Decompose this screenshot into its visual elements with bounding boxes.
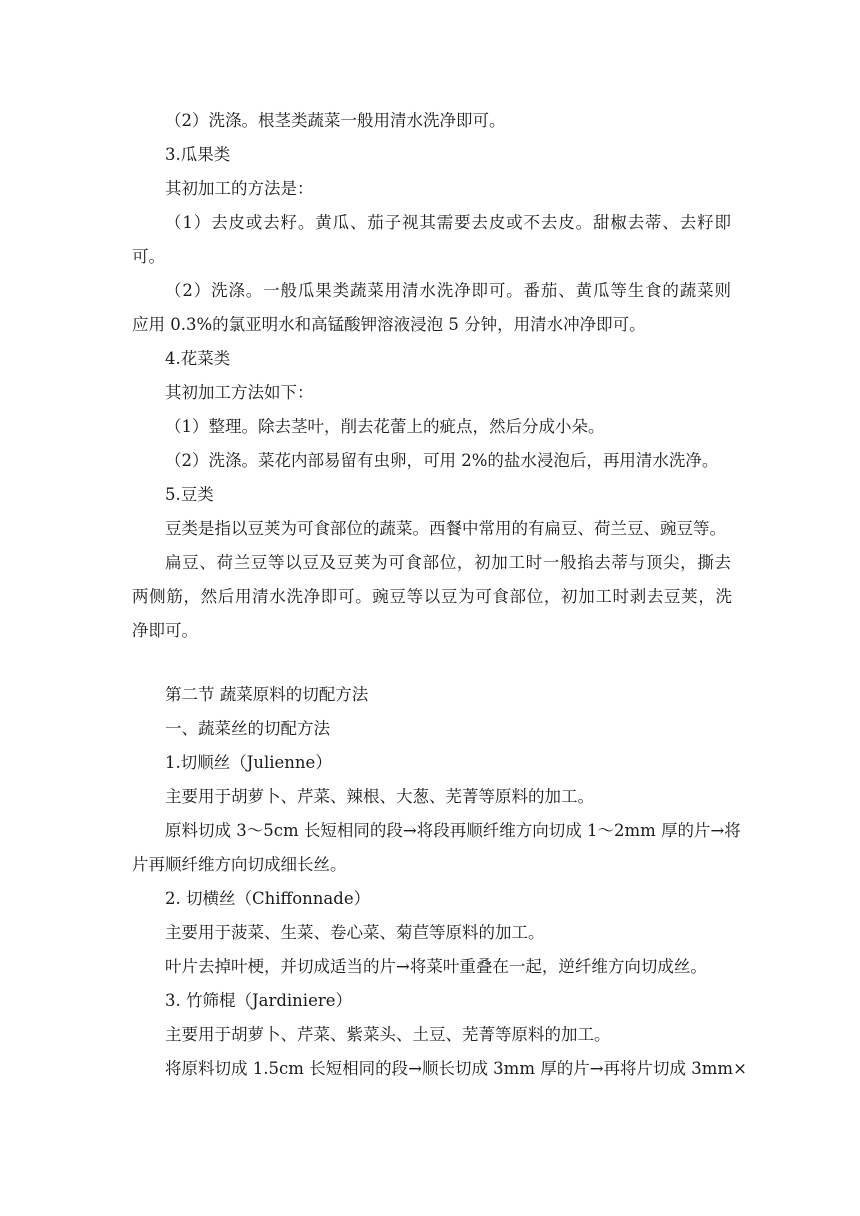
paragraph-line: （1）去皮或去籽。黄瓜、茄子视其需要去皮或不去皮。甜椒去蒂、去籽即 bbox=[165, 213, 731, 232]
paragraph-line: （2）洗涤。菜花内部易留有虫卵，可用 2%的盐水浸泡后，再用清水洗净。 bbox=[165, 451, 719, 470]
paragraph-line: 片再顺纤维方向切成细长丝。 bbox=[132, 855, 347, 874]
paragraph-line: （2）洗涤。根茎类蔬菜一般用清水洗净即可。 bbox=[165, 111, 506, 130]
subheading: 1.切顺丝（Julienne） bbox=[165, 753, 332, 772]
paragraph-line: 主要用于菠菜、生菜、卷心菜、菊苣等原料的加工。 bbox=[165, 923, 545, 942]
section-heading: 第二节 蔬菜原料的切配方法 bbox=[165, 685, 369, 704]
paragraph-line: 原料切成 3～5cm 长短相同的段→将段再顺纤维方向切成 1～2mm 厚的片→将 bbox=[165, 821, 741, 840]
paragraph-line: 将原料切成 1.5cm 长短相同的段→顺长切成 3mm 厚的片→再将片切成 3mm× bbox=[165, 1059, 747, 1078]
paragraph-line: 两侧筋，然后用清水洗净即可。豌豆等以豆为可食部位，初加工时剥去豆荚，洗 bbox=[132, 587, 732, 606]
subsection-heading: 一、蔬菜丝的切配方法 bbox=[165, 719, 330, 738]
paragraph-line: （1）整理。除去茎叶，削去花蕾上的疵点，然后分成小朵。 bbox=[165, 417, 605, 436]
subheading: 3.瓜果类 bbox=[165, 145, 231, 164]
subheading: 5.豆类 bbox=[165, 485, 214, 504]
subheading: 2. 切横丝（Chiffonnade） bbox=[165, 889, 371, 908]
paragraph-line: 主要用于胡萝卜、芹菜、辣根、大葱、芜菁等原料的加工。 bbox=[165, 787, 594, 806]
paragraph-line: 主要用于胡萝卜、芹菜、紫菜头、土豆、芜菁等原料的加工。 bbox=[165, 1025, 611, 1044]
paragraph-line: （2）洗涤。一般瓜果类蔬菜用清水洗净即可。番茄、黄瓜等生食的蔬菜则 bbox=[165, 281, 731, 300]
paragraph-line: 应用 0.3%的氯亚明水和高锰酸钾溶液浸泡 5 分钟，用清水冲净即可。 bbox=[132, 315, 646, 334]
subheading: 4.花菜类 bbox=[165, 349, 231, 368]
paragraph-line: 扁豆、荷兰豆等以豆及豆荚为可食部位，初加工时一般掐去蒂与顶尖，撕去 bbox=[165, 553, 731, 572]
paragraph-line: 其初加工的方法是： bbox=[165, 179, 314, 198]
paragraph-line: 可。 bbox=[132, 247, 165, 266]
paragraph-line: 其初加工方法如下： bbox=[165, 383, 314, 402]
paragraph-line: 叶片去掉叶梗，并切成适当的片→将菜叶重叠在一起，逆纤维方向切成丝。 bbox=[165, 957, 707, 976]
paragraph-line: 净即可。 bbox=[132, 621, 198, 640]
paragraph-line: 豆类是指以豆荚为可食部位的蔬菜。西餐中常用的有扁豆、荷兰豆、豌豆等。 bbox=[165, 519, 726, 538]
subheading: 3. 竹筛棍（Jardiniere） bbox=[165, 991, 352, 1010]
